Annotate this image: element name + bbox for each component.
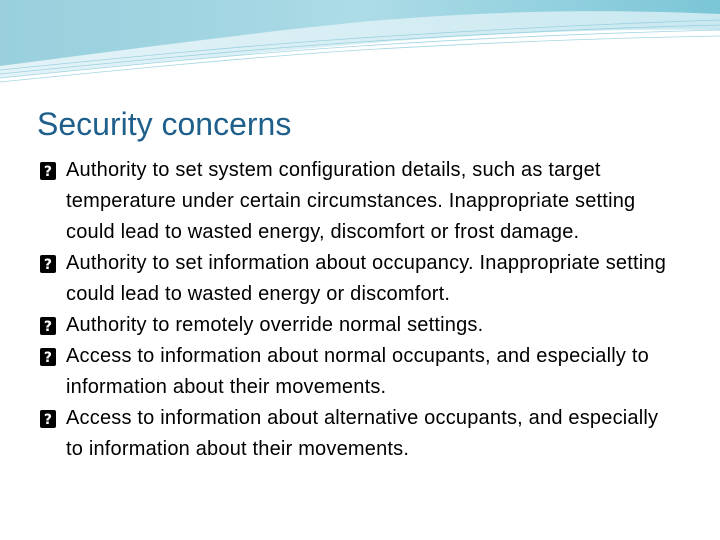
bullet-text: Access to information about normal occupants, and especially to information about their movements. (66, 345, 649, 398)
bullet-item (38, 403, 678, 465)
missing-glyph-icon (38, 409, 58, 429)
header-wave-decoration (0, 0, 720, 110)
missing-glyph-icon (38, 316, 58, 336)
bullet-list (38, 155, 678, 465)
missing-glyph-icon (38, 254, 58, 274)
bullet-text: Authority to set system configuration details, such as target temperature under certain circumstances. Inappropriate setting could lead to wasted energy, discomfort or frost damage. (66, 159, 636, 243)
bullet-item (38, 341, 678, 403)
svg-text:?: ? (43, 319, 53, 335)
bullet-text: Access to information about alternative occupants, and especially to information about their movements. (66, 407, 659, 460)
svg-text:?: ? (43, 257, 53, 273)
bullet-text: Authority to remotely override normal settings. (66, 314, 484, 336)
missing-glyph-icon (38, 161, 58, 181)
bullet-item (38, 155, 678, 248)
svg-text:?: ? (43, 412, 53, 428)
slide-title: Security concerns (37, 106, 292, 142)
bullet-item (38, 310, 678, 341)
bullet-item (38, 248, 678, 310)
bullet-text: Authority to set information about occupancy. Inappropriate setting could lead to wasted energy or discomfort. (66, 252, 667, 305)
svg-text:?: ? (43, 164, 53, 180)
missing-glyph-icon (38, 347, 58, 367)
svg-text:?: ? (43, 350, 53, 366)
